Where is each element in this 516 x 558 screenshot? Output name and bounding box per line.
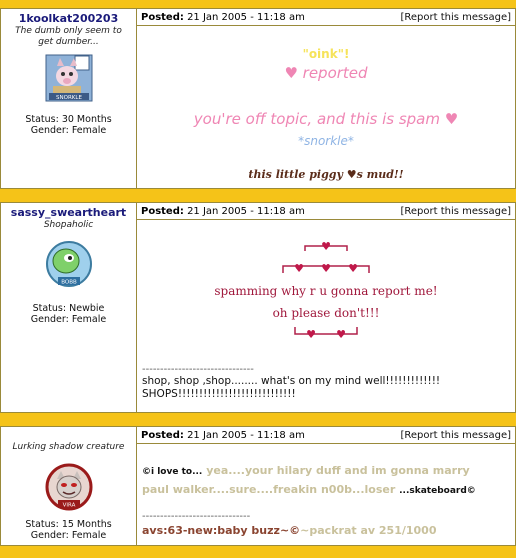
separator-band <box>0 413 516 426</box>
post-body <box>137 203 515 412</box>
heart-border-icon <box>281 262 371 274</box>
post-line: spamming why r u gonna report me! <box>214 284 438 298</box>
post-header <box>137 9 515 26</box>
signature-divider: ------------------------------- <box>142 364 254 375</box>
post-header <box>137 203 515 220</box>
post-body <box>137 9 515 188</box>
svg-text:♥: ♥ <box>348 262 358 274</box>
separator-band <box>0 0 516 8</box>
svg-text:♥: ♥ <box>306 328 316 339</box>
post-date: 21 Jan 2005 - 11:18 am <box>187 206 305 217</box>
post-author-panel <box>1 203 137 412</box>
author-username[interactable]: 1koolkat200203 <box>18 12 119 25</box>
post-line: this little piggy ♥s mud!! <box>248 168 404 181</box>
author-gender: Gender: Female <box>30 125 107 136</box>
signature-text: avs:63-new:baby buzz~©~packrat av 251/1000 <box>142 524 437 537</box>
post-date: 21 Jan 2005 - 11:18 am <box>187 12 305 23</box>
author-status: Status: Newbie <box>32 303 105 314</box>
report-message-link[interactable]: [Report this message] <box>400 430 511 441</box>
separator-band <box>0 189 516 202</box>
forum-post <box>0 8 516 189</box>
author-title: The dumb only seem to get dumber... <box>15 26 122 47</box>
author-title: Lurking shadow creature <box>12 442 125 452</box>
post-header <box>137 427 515 444</box>
author-avatar <box>45 240 93 288</box>
post-body <box>137 427 515 545</box>
signature-divider: ------------------------------ <box>142 511 251 522</box>
post-line: *snorkle* <box>298 134 354 148</box>
report-message-link[interactable]: [Report this message] <box>400 206 511 217</box>
signature-text: shop, shop ,shop........ what's on my mind well!!!!!!!!!!!!! SHOPS!!!!!!!!!!!!!!!!!!!!!!!!!!!! <box>142 375 441 400</box>
author-status: Status: 15 Months <box>25 519 112 530</box>
author-username[interactable]: sassy_sweartheart <box>10 206 127 219</box>
post-date: 21 Jan 2005 - 11:18 am <box>187 430 305 441</box>
svg-text:♥: ♥ <box>336 328 346 339</box>
post-author-panel <box>1 9 137 188</box>
posted-label: Posted: <box>141 430 184 441</box>
author-title: Shopaholic <box>43 220 94 230</box>
svg-text:♥: ♥ <box>321 240 331 252</box>
author-gender: Gender: Female <box>30 314 107 325</box>
post-line: you're off topic, and this is spam ♥ <box>193 110 459 128</box>
posted-label: Posted: <box>141 12 184 23</box>
post-line: "oink"! <box>302 47 350 61</box>
avatar-caption: BOBB <box>60 279 77 286</box>
forum-post <box>0 202 516 413</box>
post-message: ©i love to... yea....your hilary duff and im gonna marry paul walker....sure....freakin n00b...loser ...skateboard© <box>142 464 476 496</box>
posted-label: Posted: <box>141 206 184 217</box>
avatar-caption: VIRA <box>62 502 75 509</box>
avatar-caption: SNORKLE <box>55 95 82 101</box>
post-line: oh please don't!!! <box>272 306 380 320</box>
forum-post <box>0 426 516 546</box>
heart-border-icon <box>281 327 371 339</box>
svg-text:♥: ♥ <box>321 262 331 274</box>
report-message-link[interactable]: [Report this message] <box>400 12 511 23</box>
separator-band <box>0 546 516 558</box>
author-gender: Gender: Female <box>30 530 107 541</box>
author-status: Status: 30 Months <box>25 114 112 125</box>
svg-text:♥: ♥ <box>294 262 304 274</box>
post-author-panel <box>1 427 137 545</box>
author-avatar <box>45 54 93 102</box>
author-avatar <box>45 463 93 511</box>
heart-border-icon <box>281 240 371 252</box>
post-line: ♥ reported <box>284 64 368 82</box>
